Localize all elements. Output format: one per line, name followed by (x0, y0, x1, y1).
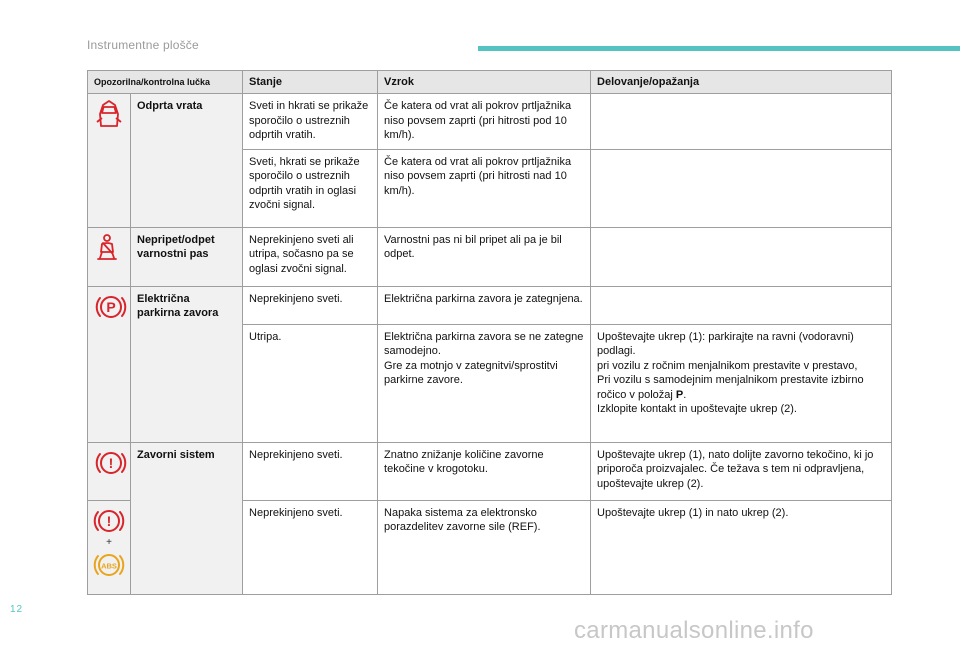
vzrok-line: Gre za motnjo v zategnitvi/sprostitvi parkirne zavore. (384, 359, 558, 386)
abs-label: ABS (101, 561, 117, 570)
cell-stanje: Neprekinjeno sveti. (243, 500, 378, 594)
cell-delovanje (591, 94, 892, 150)
column-header-vzrok: Vzrok (378, 71, 591, 94)
icon-cell-parking-brake (88, 286, 131, 442)
group-name-zavorni-sistem: Zavorni sistem (131, 442, 243, 594)
watermark: carmanualsonline.info (574, 617, 814, 644)
cell-delovanje (591, 227, 892, 286)
group-name-varnostni-pas: Nepripet/odpet varnostni pas (131, 227, 243, 286)
brake-warning-icon (94, 448, 128, 478)
cell-stanje: Sveti, hkrati se prikaže sporočilo o ustreznih odprtih vratih in oglasi zvočni signal. (243, 149, 378, 227)
delovanje-period: . (683, 388, 687, 401)
brake-abs-icon-stack (94, 506, 124, 580)
cell-delovanje (591, 149, 892, 227)
cell-stanje: Neprekinjeno sveti ali utripa, sočasno pa se oglasi zvočni signal. (243, 227, 378, 286)
cell-stanje: Neprekinjeno sveti. (243, 442, 378, 500)
cell-delovanje (591, 324, 892, 442)
vzrok-line: Električna parkirna zavora se ne zategne samodejno. (384, 330, 584, 357)
door-open-icon (94, 99, 124, 129)
column-header-lucka: Opozorilna/kontrolna lučka (88, 71, 243, 94)
delovanje-line: pri vozilu z ročnim menjalnikom prestavite v prestavo, (597, 359, 858, 372)
icon-cell-brake (88, 442, 131, 500)
column-header-stanje: Stanje (243, 71, 378, 94)
cell-vzrok: Če katera od vrat ali pokrov prtljažnika niso povsem zaprti (pri hitrosti pod 10 km/h). (378, 94, 591, 150)
cell-delovanje (591, 286, 892, 324)
cell-vzrok: Električna parkirna zavora je zategnjena. (378, 286, 591, 324)
parking-brake-letter: P (106, 298, 116, 315)
group-name-parkirna-zavora: Električna parkirna zavora (131, 286, 243, 442)
group-name-odprta-vrata: Odprta vrata (131, 94, 243, 228)
warning-lights-table (87, 70, 892, 595)
seatbelt-icon (94, 233, 120, 263)
brake-warning-mark: ! (106, 512, 112, 529)
icon-cell-seatbelt (88, 227, 131, 286)
brake-warning-mark: ! (108, 454, 114, 471)
column-header-delovanje: Delovanje/opažanja (591, 71, 892, 94)
parking-brake-icon (94, 292, 128, 322)
page-number: 12 (10, 604, 24, 615)
cell-delovanje: Upoštevajte ukrep (1), nato dolijte zavorno tekočino, ki jo priporoča proizvajalec. Če težava s tem ni odpravljena, upoštevajte ukrep (2). (591, 442, 892, 500)
brake-warning-icon (92, 506, 126, 536)
cell-vzrok: Če katera od vrat ali pokrov prtljažnika niso povsem zaprti (pri hitrosti nad 10 km/h). (378, 149, 591, 227)
table-row (88, 94, 892, 150)
cell-delovanje: Upoštevajte ukrep (1) in nato ukrep (2). (591, 500, 892, 594)
cell-vzrok (378, 324, 591, 442)
gear-position-p: P (675, 388, 684, 401)
abs-icon (92, 550, 126, 580)
delovanje-line (597, 373, 885, 402)
delovanje-line: Izklopite kontakt in upoštevajte ukrep (2). (597, 403, 797, 415)
section-accent-bar (478, 46, 960, 51)
table-row (88, 227, 892, 286)
cell-vzrok: Napaka sistema za elektronsko porazdelitev zavorne sile (REF). (378, 500, 591, 594)
cell-stanje: Utripa. (243, 324, 378, 442)
icon-cell-brake-abs (88, 500, 131, 594)
cell-vzrok: Varnostni pas ni bil pripet ali pa je bil odpet. (378, 227, 591, 286)
plus-sign: + (106, 536, 112, 548)
table-row (88, 286, 892, 324)
delovanje-line: Upoštevajte ukrep (1): parkirajte na ravni (vodoravni) podlagi. (597, 330, 854, 357)
cell-stanje: Sveti in hkrati se prikaže sporočilo o ustreznih odprtih vratih. (243, 94, 378, 150)
cell-vzrok: Znatno znižanje količine zavorne tekočine v krogotoku. (378, 442, 591, 500)
icon-cell-door (88, 94, 131, 228)
delovanje-text: Pri vozilu s samodejnim menjalnikom prestavite izbirno ročico v položaj (597, 374, 864, 401)
section-title: Instrumentne plošče (87, 38, 199, 52)
cell-stanje: Neprekinjeno sveti. (243, 286, 378, 324)
table-row (88, 442, 892, 500)
table-header-row (88, 71, 892, 94)
